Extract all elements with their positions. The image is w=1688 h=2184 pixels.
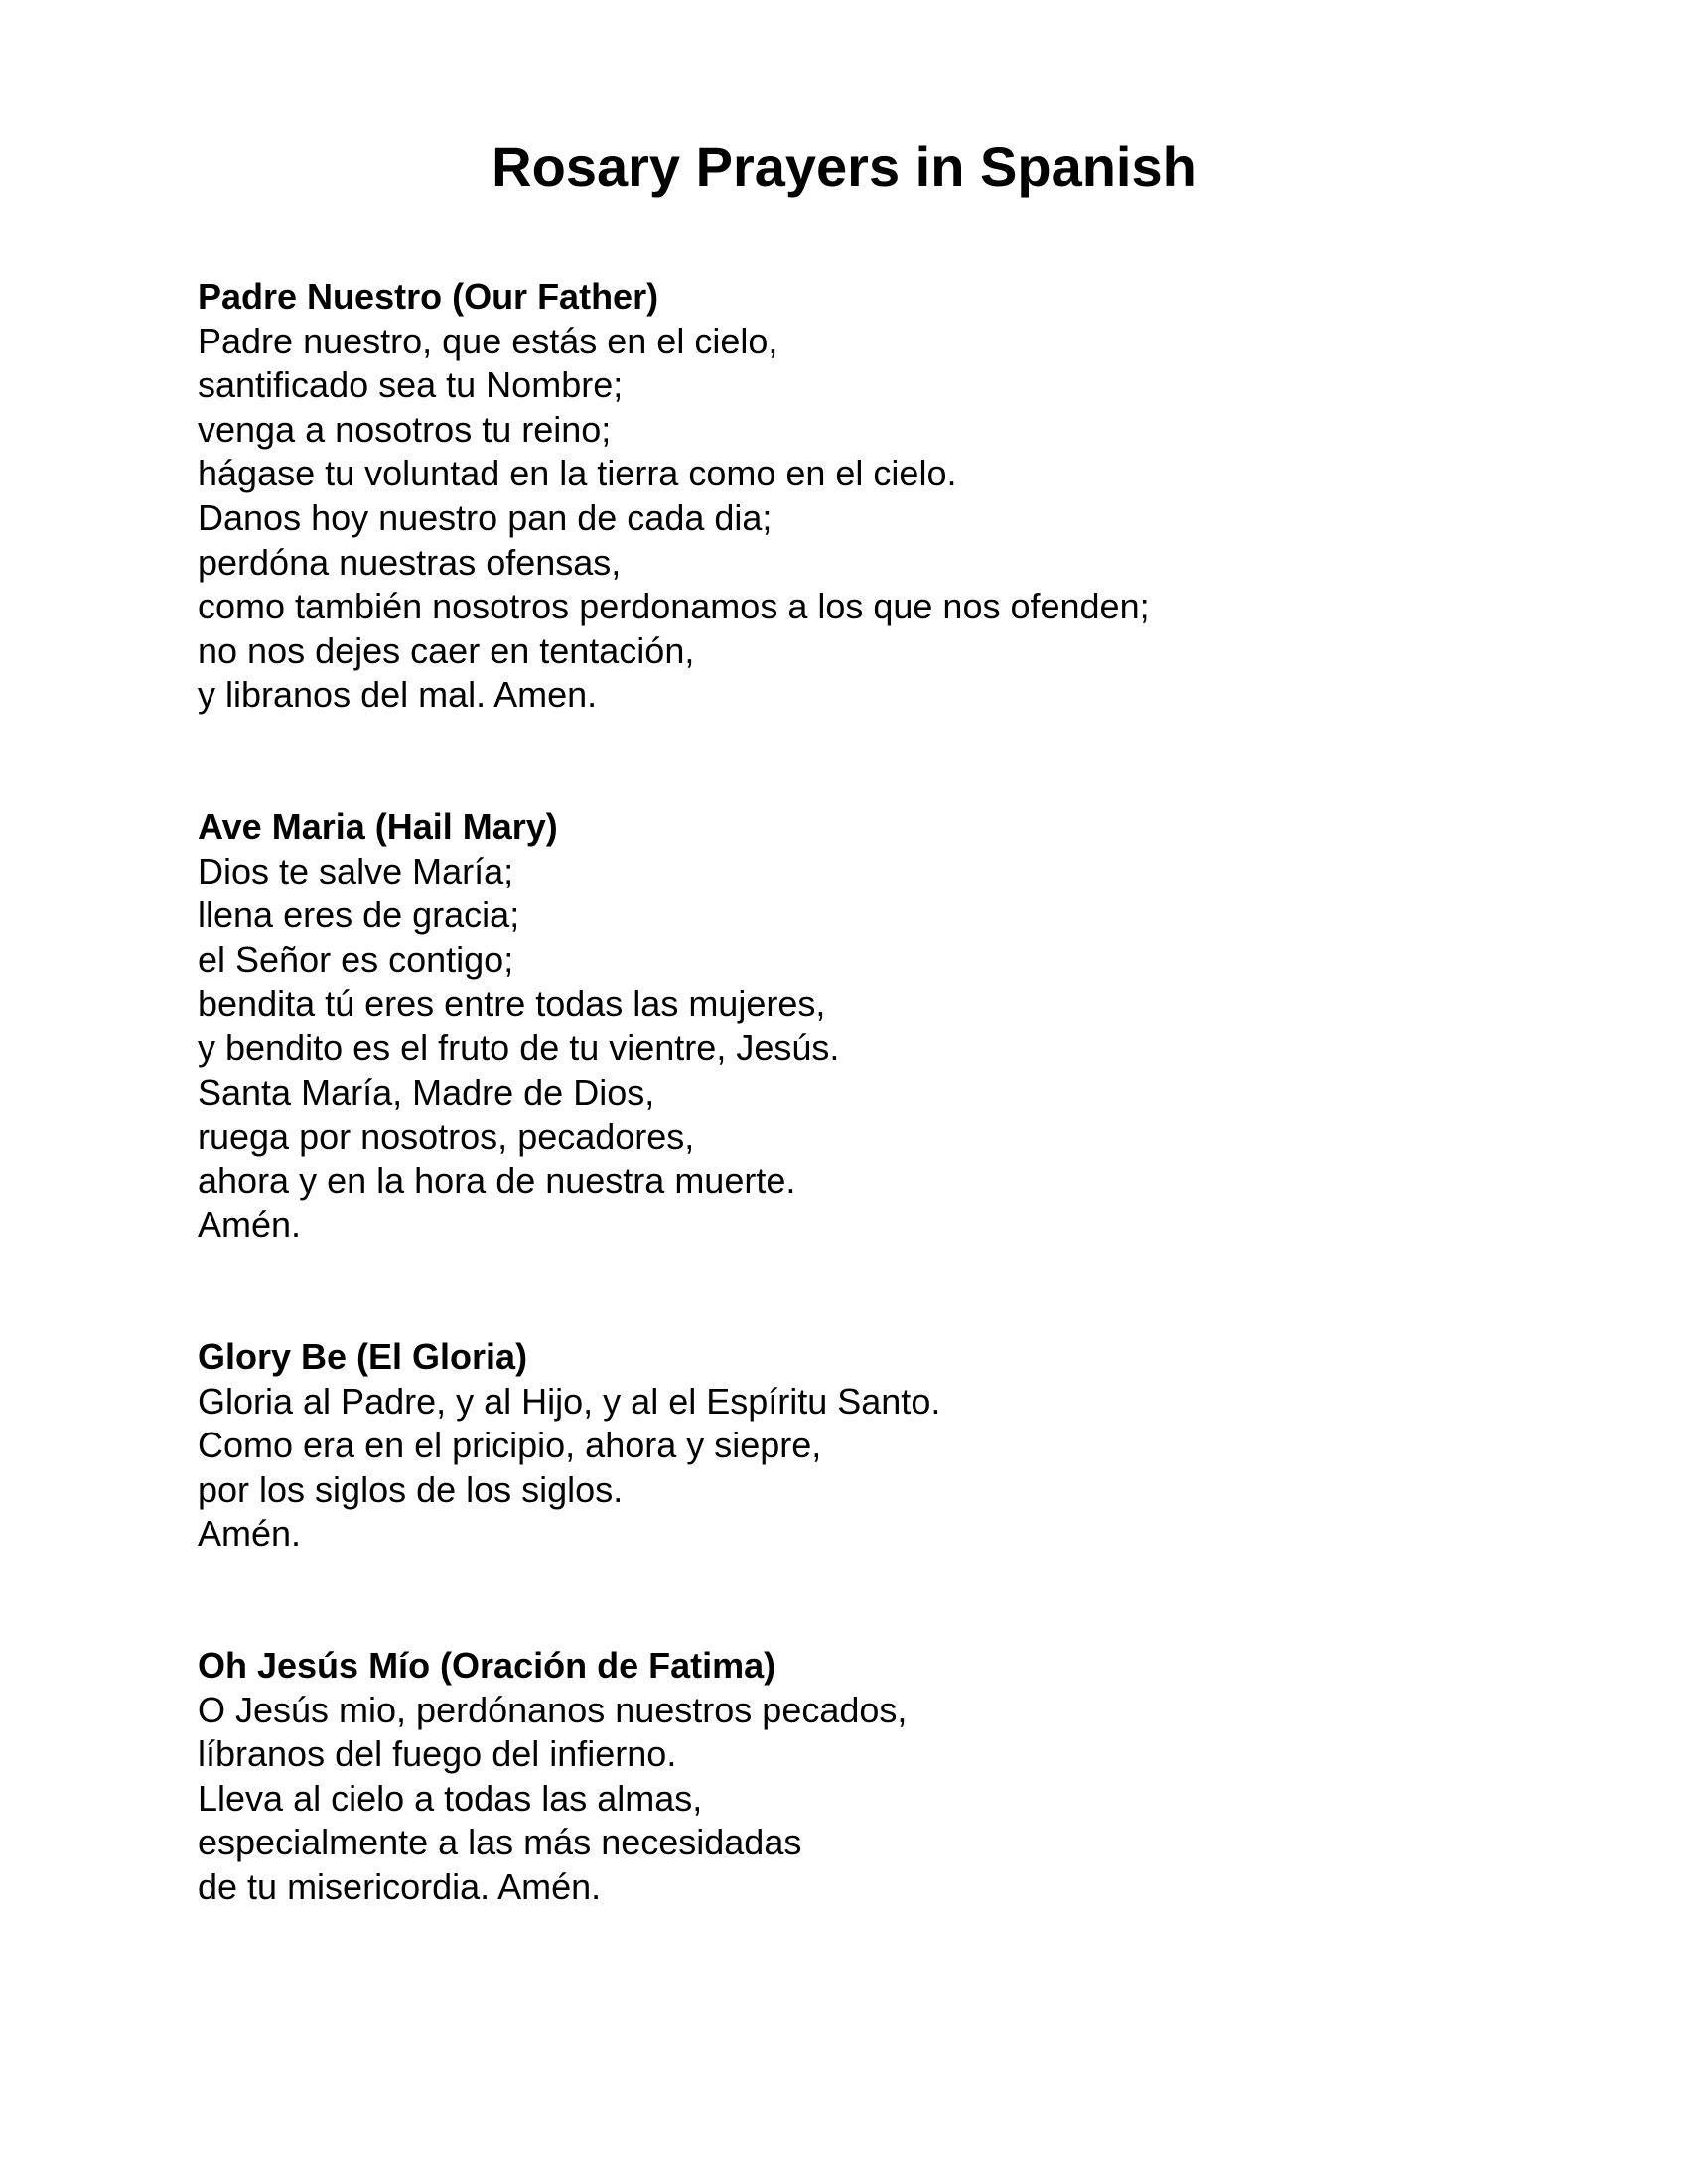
prayer-line: venga a nosotros tu reino; xyxy=(198,408,612,450)
prayer-fatima xyxy=(198,1644,1588,1910)
prayer-ave-maria xyxy=(198,805,1588,1248)
prayer-line: el Señor es contigo; xyxy=(198,938,514,980)
prayer-line: de tu misericordia. Amén. xyxy=(198,1865,602,1907)
prayer-heading: Oh Jesús Mío (Oración de Fatima) xyxy=(198,1645,776,1686)
prayer-line: como también nosotros perdonamos a los que nos ofenden; xyxy=(198,586,1150,627)
prayer-line: Lleva al cielo a todas las almas, xyxy=(198,1777,703,1819)
prayer-padre-nuestro xyxy=(198,275,1588,718)
prayer-line: Santa María, Madre de Dios, xyxy=(198,1071,655,1113)
prayer-line: ruega por nosotros, pecadores, xyxy=(198,1116,695,1158)
prayer-heading: Glory Be (El Gloria) xyxy=(198,1336,528,1377)
prayer-line: Como era en el pricipio, ahora y siepre, xyxy=(198,1425,822,1466)
prayer-line: llena eres de gracia; xyxy=(198,894,520,936)
prayer-line: Gloria al Padre, y al Hijo, y al el Espíritu Santo. xyxy=(198,1380,941,1422)
prayer-heading: Ave Maria (Hail Mary) xyxy=(198,806,558,847)
prayer-line: Amén. xyxy=(198,1204,302,1246)
prayer-line: no nos dejes caer en tentación, xyxy=(198,629,695,671)
prayer-line: bendita tú eres entre todas las mujeres, xyxy=(198,983,826,1024)
prayer-line: hágase tu voluntad en la tierra como en el cielo. xyxy=(198,453,957,494)
page-title: Rosary Prayers in Spanish xyxy=(492,135,1196,198)
prayer-line: Danos hoy nuestro pan de cada dia; xyxy=(198,496,773,538)
prayer-line: especialmente a las más necesidadas xyxy=(198,1822,802,1863)
prayer-line: líbranos del fuego del infierno. xyxy=(198,1733,677,1775)
prayer-line: Amén. xyxy=(198,1513,302,1555)
prayer-heading: Padre Nuestro (Our Father) xyxy=(198,276,659,317)
prayer-line: santificado sea tu Nombre; xyxy=(198,364,624,406)
prayer-line: y bendito es el fruto de tu vientre, Jesús. xyxy=(198,1026,840,1068)
prayer-line: perdóna nuestras ofensas, xyxy=(198,541,622,583)
prayer-line: por los siglos de los siglos. xyxy=(198,1468,624,1510)
prayer-line: y libranos del mal. Amen. xyxy=(198,674,598,716)
prayer-line: O Jesús mio, perdónanos nuestros pecados, xyxy=(198,1689,908,1730)
prayer-line: Padre nuestro, que estás en el cielo, xyxy=(198,320,778,361)
prayer-gloria xyxy=(198,1335,1588,1557)
prayer-line: Dios te salve María; xyxy=(198,850,514,891)
prayer-line: ahora y en la hora de nuestra muerte. xyxy=(198,1160,796,1201)
